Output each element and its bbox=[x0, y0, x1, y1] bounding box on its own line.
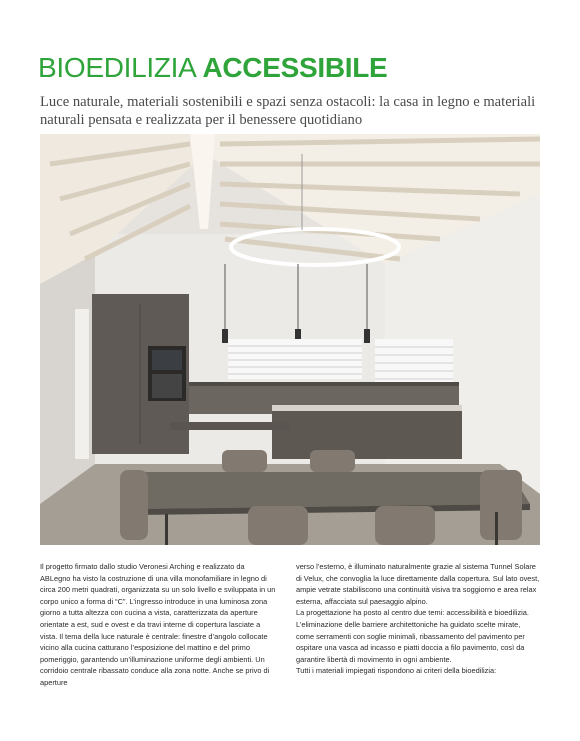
article-column-right bbox=[296, 561, 540, 677]
article-column-left bbox=[40, 561, 276, 689]
title-bold: ACCESSIBILE bbox=[202, 52, 388, 83]
title-regular: BIOEDILIZIA bbox=[38, 52, 203, 83]
right-column-paragraph-2: La progettazione ha posto al centro due temi: accessibilità e bioedilizia. L’eliminazione delle barriere architettoniche ha guidato scelte mirate, come serramenti con soglie minimali, ribassamento del pavimento per ospitare una vasca ad incasso e piatti doccia a filo pavimento, così da garantire libertà di movimento in ogni ambiente. bbox=[296, 608, 529, 664]
article-subtitle: Luce naturale, materiali sostenibili e spazi senza ostacoli: la casa in legno e materiali naturali pensata e realizzata per il benessere quotidiano bbox=[40, 94, 536, 128]
right-column-paragraph-1: verso l’esterno, è illuminato naturalmente grazie al sistema Tunnel Solare di Velux, che convoglia la luce direttamente dalla copertura. Sul lato ovest, ampie vetrate stabiliscono una continuità visiva tra soggiorno e area relax esterna, affacciata sul paesaggio alpino. bbox=[296, 562, 540, 606]
right-column-paragraph-3: Tutti i materiali impiegati rispondono ai criteri della bioedilizia: bbox=[296, 666, 497, 676]
kitchen-interior-photo bbox=[40, 134, 540, 545]
left-column-text: Il progetto firmato dallo studio Veronesi Arching e realizzato da ABLegno ha visto la costruzione di una villa monofamiliare in legno di circa 200 metri quadrati, organizzata su un solo livello e sviluppata in un corpo unico a forma di “C”. L’ingresso introduce in una luminosa zona giorno a tutta altezza con cucina a vista, caratterizzata da aperture orientate a est, sud e ovest e da travi interne di copertura lasciate a vista. Il tema della luce naturale è centrale: finestre d’angolo collocate vicino alla cucina catturano l’esposizione del mattino e del primo pomeriggio, garantendo un’illuminazione uniforme degli ambienti. Un corridoio centrale ribassato conduce alla zona notte. Anche se privo di aperture bbox=[40, 562, 276, 687]
article-title bbox=[38, 52, 387, 84]
